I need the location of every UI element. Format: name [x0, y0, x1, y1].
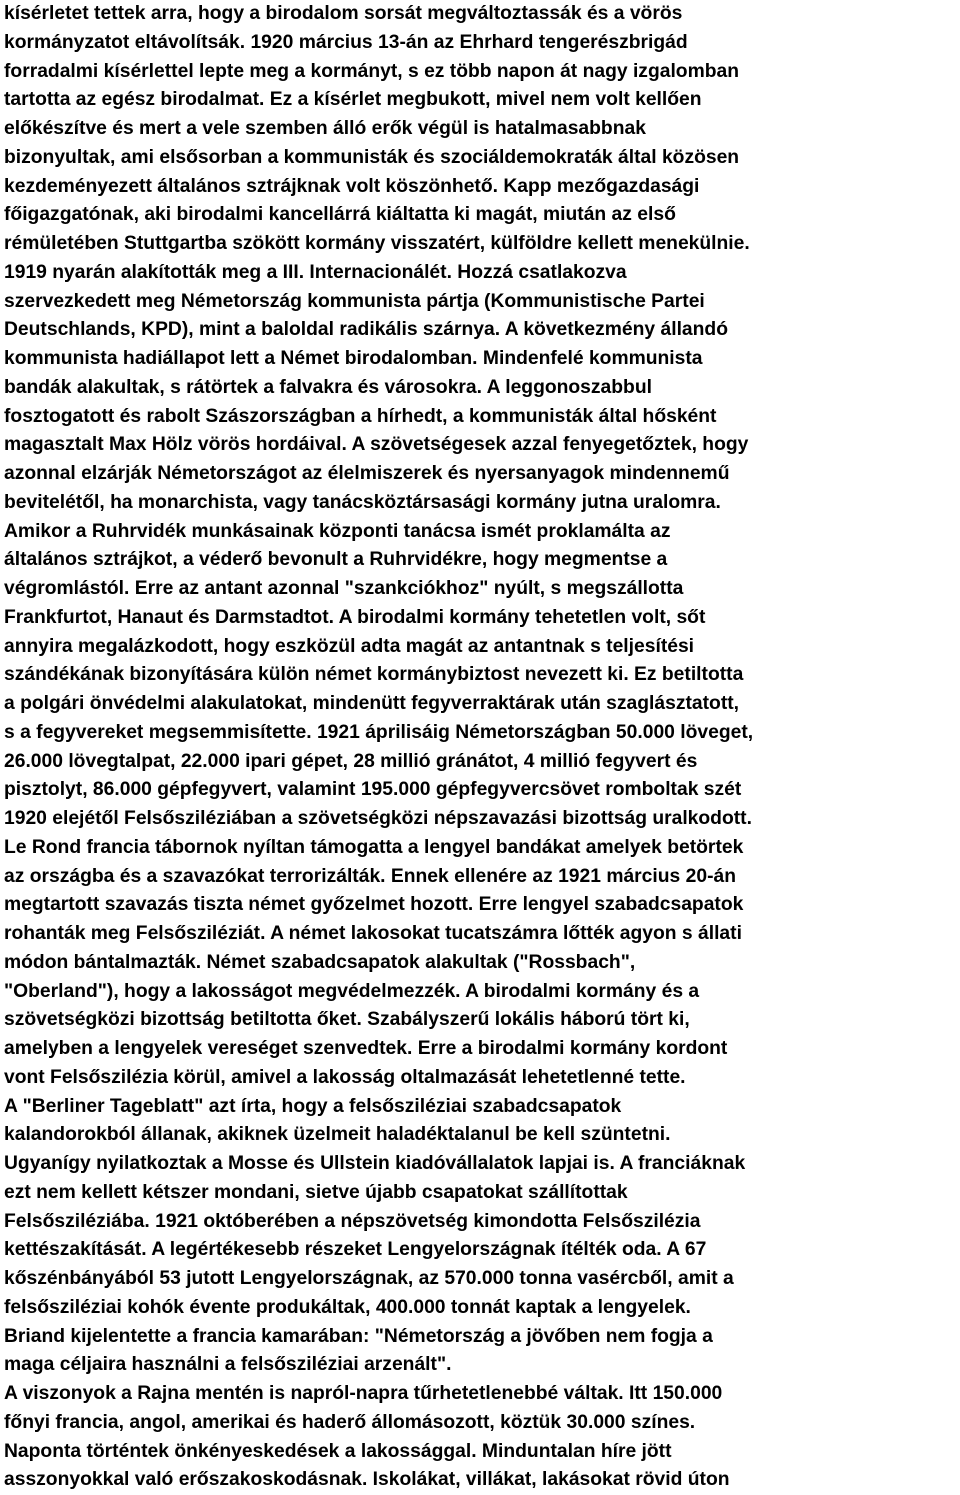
document-text [4, 0, 956, 1495]
text-line: kommunista hadiállapot lett a Német birodalomban. Mindenfelé kommunista [4, 348, 703, 369]
text-line: a polgári önvédelmi alakulatokat, mindenütt fegyverraktárak után szaglásztatott, [4, 693, 740, 714]
text-line: módon bántalmazták. Német szabadcsapatok alakultak ("Rossbach", [4, 951, 636, 973]
text-line: kalandorokból állanak, akiknek üzelmeit haladéktalanul be kell szüntetni. [4, 1124, 671, 1146]
text-line: forradalmi kísérlettel lepte meg a kormányt, s ez több napon át nagy izgalomban [4, 60, 740, 82]
text-line: tartotta az egész birodalmat. Ez a kísérlet megbukott, mivel nem volt kellően [4, 89, 702, 111]
text-line: pisztolyt, 86.000 gépfegyvert, valamint 195.000 gépfegyvercsövet romboltak szét [4, 779, 742, 801]
text-line: rémületében Stuttgartba szökött kormány visszatért, külföldre kellett menekülnie. [4, 233, 750, 254]
text-line: főigazgatónak, aki birodalmi kancellárrá kiáltatta ki magát, miután az első [4, 204, 676, 226]
text-line: Ugyanígy nyilatkoztak a Mosse és Ullstein kiadóvállalatok lapjai is. A franciáknak [4, 1153, 746, 1174]
text-line: Deutschlands, KPD), mint a baloldal radikális szárnya. A következmény állandó [4, 319, 728, 341]
text-line: rohanták meg Felsősziléziát. A német lakosokat tucatszámra lőtték agyon s állati [4, 923, 742, 944]
text-line: amelyben a lengyelek vereséget szenvedtek. Erre a birodalmi kormány kordont [4, 1038, 728, 1059]
text-line: magasztalt Max Hölz vörös hordáival. A szövetségesek azzal fenyegetőztek, hogy [4, 434, 749, 456]
text-line: 1920 elejétől Felsősziléziában a szövetségközi népszavazási bizottság uralkodott. [4, 808, 752, 829]
text-line: felsősziléziai kohók évente produkáltak, 400.000 tonnát kaptak a lengyelek. [4, 1296, 691, 1318]
text-line: maga céljaira használni a felsősziléziai arzenált". [4, 1354, 452, 1376]
text-line: "Oberland"), hogy a lakosságot megvédelmezzék. A birodalmi kormány és a [4, 980, 700, 1002]
text-line: Le Rond francia tábornok nyíltan támogatta a lengyel bandákat amelyek betörtek [4, 836, 744, 858]
text-line: ezt nem kellett kétszer mondani, sietve újabb csapatokat szállítottak [4, 1181, 628, 1203]
text-line: Amikor a Ruhrvidék munkásainak központi tanácsa ismét proklamálta az [4, 520, 671, 542]
text-line: fosztogatott és rabolt Szászországban a hírhedt, a kommunisták által hősként [4, 405, 717, 427]
text-line: azonnal elzárják Németországot az élelmiszerek és nyersanyagok mindennemű [4, 463, 730, 484]
text-line: szervezkedett meg Németország kommunista pártja (Kommunistische Partei [4, 290, 705, 312]
text-line: 1919 nyarán alakították meg a III. Internacionálét. Hozzá csatlakozva [4, 261, 627, 283]
text-line: bevitelétől, ha monarchista, vagy tanácsköztársasági kormány jutna uralomra. [4, 491, 721, 513]
text-line: Frankfurtot, Hanaut és Darmstadtot. A birodalmi kormány tehetetlen volt, sőt [4, 606, 706, 628]
text-line: Felsősziléziába. 1921 októberében a népszövetség kimondotta Felsőszilézia [4, 1210, 701, 1232]
text-line: A "Berliner Tageblatt" azt írta, hogy a felsősziléziai szabadcsapatok [4, 1095, 622, 1117]
text-line: szándékának bizonyítására külön német kormánybiztost nevezett ki. Ez betiltotta [4, 664, 744, 686]
text-line: kormányzatot eltávolítsák. 1920 március 13-án az Ehrhard tengerészbrigád [4, 31, 688, 53]
text-line: s a fegyvereket megsemmisítette. 1921 áprilisáig Németországban 50.000 löveget, [4, 721, 754, 743]
text-line: általános sztrájkot, a véderő bevonult a Ruhrvidékre, hogy megmentse a [4, 549, 668, 571]
text-line: Naponta történtek önkényeskedések a lakossággal. Minduntalan híre jött [4, 1440, 672, 1462]
text-line: 26.000 lövegtalpat, 22.000 ipari gépet, 28 millió gránátot, 4 millió fegyvert és [4, 750, 698, 772]
text-line: A viszonyok a Rajna mentén is napról-napra tűrhetetlenebbé váltak. Itt 150.000 [4, 1383, 723, 1404]
text-line: Briand kijelentette a francia kamarában: "Németország a jövőben nem fogja a [4, 1325, 713, 1347]
text-line: vont Felsőszilézia körül, amivel a lakosság oltalmazását lehetetlenné tette. [4, 1066, 686, 1088]
text-line: előkészítve és mert a vele szemben álló erők végül is hatalmasabbnak [4, 118, 646, 139]
text-line: bandák alakultak, s rátörtek a falvakra és városokra. A leggonoszabbul [4, 376, 652, 398]
text-line: főnyi francia, angol, amerikai és haderő állomásozott, köztük 30.000 színes. [4, 1411, 696, 1433]
text-line: asszonyokkal való erőszakoskodásnak. Iskolákat, villákat, lakásokat rövid úton [4, 1469, 730, 1491]
text-line: bizonyultak, ami elsősorban a kommunisták és szociáldemokraták által közösen [4, 146, 740, 168]
text-line: megtartott szavazás tiszta német győzelmet hozott. Erre lengyel szabadcsapatok [4, 894, 744, 916]
text-line: kísérletet tettek arra, hogy a birodalom sorsát megváltoztassák és a vörös [4, 3, 683, 24]
text-line: annyira megalázkodott, hogy eszközül adta magát az antantnak s teljesítési [4, 635, 695, 657]
text-line: végromlástól. Erre az antant azonnal "szankciókhoz" nyúlt, s megszállotta [4, 578, 684, 599]
text-line: szövetségközi bizottság betiltotta őket. Szabályszerű lokális háború tört ki, [4, 1009, 690, 1031]
text-line: az országba és a szavazókat terrorizálták. Ennek ellenére az 1921 március 20-án [4, 865, 736, 887]
text-line: kettészakítását. A legértékesebb részeket Lengyelországnak ítélték oda. A 67 [4, 1239, 707, 1261]
text-line: kezdeményezett általános sztrájknak volt köszönhető. Kapp mezőgazdasági [4, 175, 700, 197]
text-line: kőszénbányából 53 jutott Lengyelországnak, az 570.000 tonna vasércből, amit a [4, 1268, 734, 1289]
